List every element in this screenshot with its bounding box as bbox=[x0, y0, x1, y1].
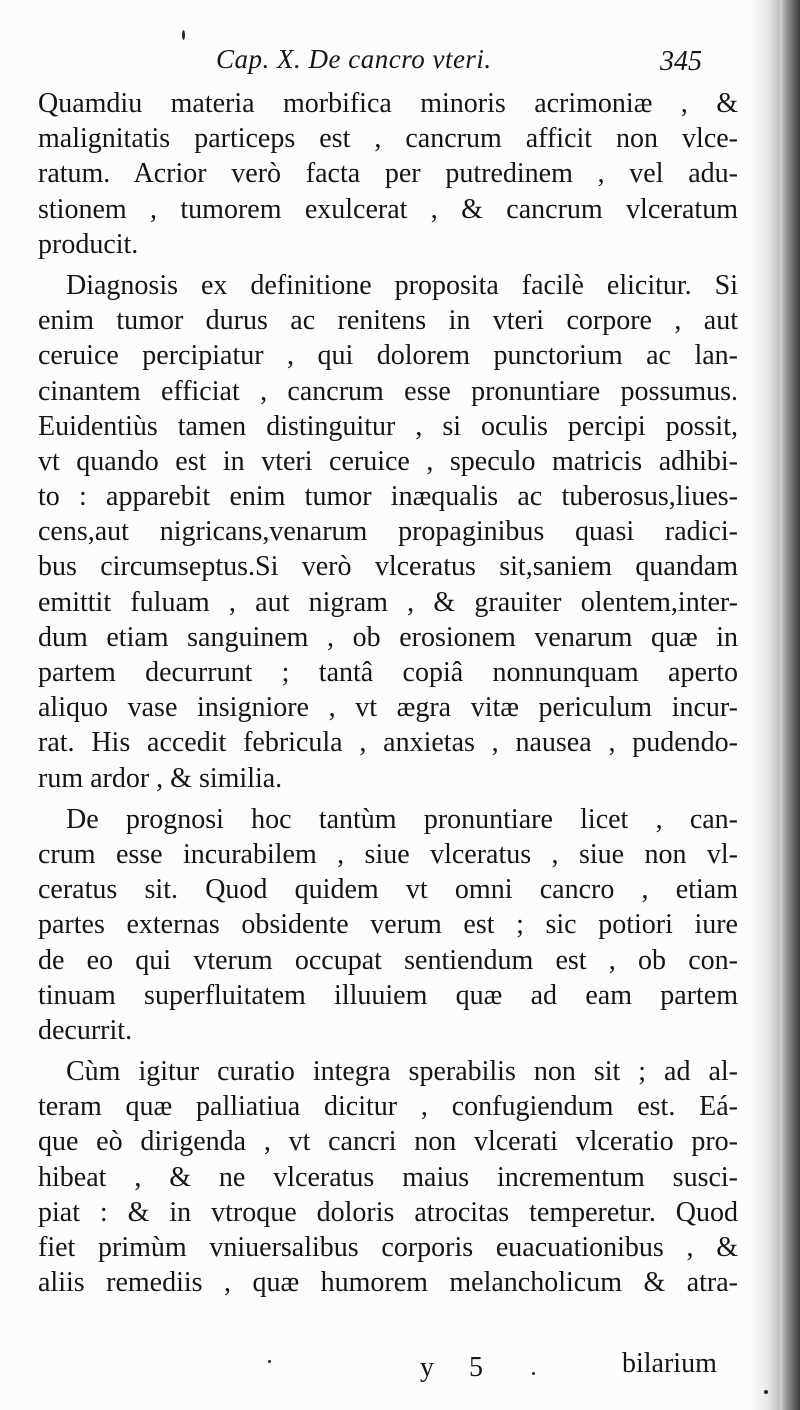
page-header bbox=[0, 44, 780, 84]
body-text bbox=[38, 86, 738, 1300]
text-line: stionem , tumorem exulcerat , & cancrum vlceratum bbox=[38, 193, 738, 225]
text-line: cinantem efficiat , cancrum esse pronuntiare possumus. bbox=[38, 375, 738, 407]
text-line: De prognosi hoc tantùm pronuntiare licet , can- bbox=[66, 803, 738, 835]
text-line: aliis remediis , quæ humorem melancholicum & atra- bbox=[38, 1267, 738, 1299]
catchword: bilarium bbox=[622, 1348, 717, 1379]
text-line: rat. His accedit febricula , anxietas , nausea , pudendo- bbox=[38, 727, 738, 759]
text-line: vt quando est in vteri ceruice , speculo matricis adhibi- bbox=[38, 445, 738, 477]
text-line: partes externas obsidente verum est ; sic potiori iure bbox=[38, 909, 738, 941]
text-line: aliquo vase insigniore , vt ægra vitæ periculum incur- bbox=[38, 692, 738, 724]
text-line: enim tumor durus ac renitens in vteri corpore , aut bbox=[38, 305, 738, 337]
text-line: ratum. Acrior verò facta per putredinem , vel adu- bbox=[38, 158, 738, 190]
book-edge bbox=[780, 0, 800, 1410]
scan-speck bbox=[268, 1360, 271, 1363]
text-line: que eò dirigenda , vt cancri non vlcerati vlceratio pro- bbox=[38, 1126, 738, 1158]
text-line: Quamdiu materia morbifica minoris acrimoniæ , & bbox=[38, 88, 738, 119]
text-line: ceruice percipiatur , qui dolorem punctorium ac lan- bbox=[38, 340, 738, 372]
text-line: de eo qui vterum occupat sentiendum est , ob con- bbox=[38, 944, 738, 976]
signature-mark: y 5 bbox=[420, 1352, 497, 1383]
text-line: hibeat , & ne vlceratus maius incrementum susci- bbox=[38, 1161, 738, 1193]
text-line: dum etiam sanguinem , ob erosionem venarum quæ in bbox=[38, 621, 738, 653]
text-line: rum ardor , & similia. bbox=[38, 762, 283, 794]
text-line: malignitatis particeps est , cancrum afficit non vlce- bbox=[38, 123, 738, 155]
text-line: partem decurrunt ; tantâ copiâ nonnunquam aperto bbox=[38, 657, 738, 688]
running-head: Cap. X. De cancro vteri. bbox=[216, 44, 492, 74]
page-edge-shadow bbox=[750, 0, 780, 1410]
text-line: bus circumseptus.Si verò vlceratus sit,saniem quandam bbox=[38, 551, 738, 583]
text-line: Diagnosis ex definitione proposita facilè elicitur. Si bbox=[66, 269, 738, 301]
text-line: decurrit. bbox=[38, 1014, 133, 1046]
text-line: Euidentiùs tamen distinguitur , si oculis percipi possit, bbox=[38, 410, 738, 442]
text-line: producit. bbox=[38, 228, 139, 260]
text-line: to : apparebit enim tumor inæqualis ac tuberosus,liues- bbox=[38, 481, 738, 513]
text-line: fiet primùm vniuersalibus corporis euacuationibus , & bbox=[38, 1232, 738, 1263]
page-number: 345 bbox=[660, 46, 702, 77]
text-line: cens,aut nigricans,venarum propaginibus quasi radici- bbox=[38, 516, 738, 548]
text-line: Cùm igitur curatio integra sperabilis non sit ; ad al- bbox=[66, 1056, 738, 1088]
text-line: crum esse incurabilem , siue vlceratus , siue non vl- bbox=[38, 838, 738, 870]
paragraph-2 bbox=[38, 268, 738, 796]
text-line: ceratus sit. Quod quidem vt omni cancro , etiam bbox=[38, 874, 738, 906]
text-line: tinuam superfluitatem illuuiem quæ ad eam partem bbox=[38, 979, 738, 1011]
scan-speck bbox=[182, 30, 185, 40]
text-line: emittit fuluam , aut nigram , & grauiter olentem,inter- bbox=[38, 586, 738, 618]
paragraph-3 bbox=[38, 802, 738, 1048]
scan-speck bbox=[532, 1372, 535, 1375]
paragraph-1 bbox=[38, 86, 738, 262]
text-line: piat : & in vtroque doloris atrocitas temperetur. Quod bbox=[38, 1196, 738, 1228]
paragraph-4 bbox=[38, 1054, 738, 1300]
text-line: teram quæ palliatiua dicitur , confugiendum est. Eá- bbox=[38, 1091, 738, 1123]
